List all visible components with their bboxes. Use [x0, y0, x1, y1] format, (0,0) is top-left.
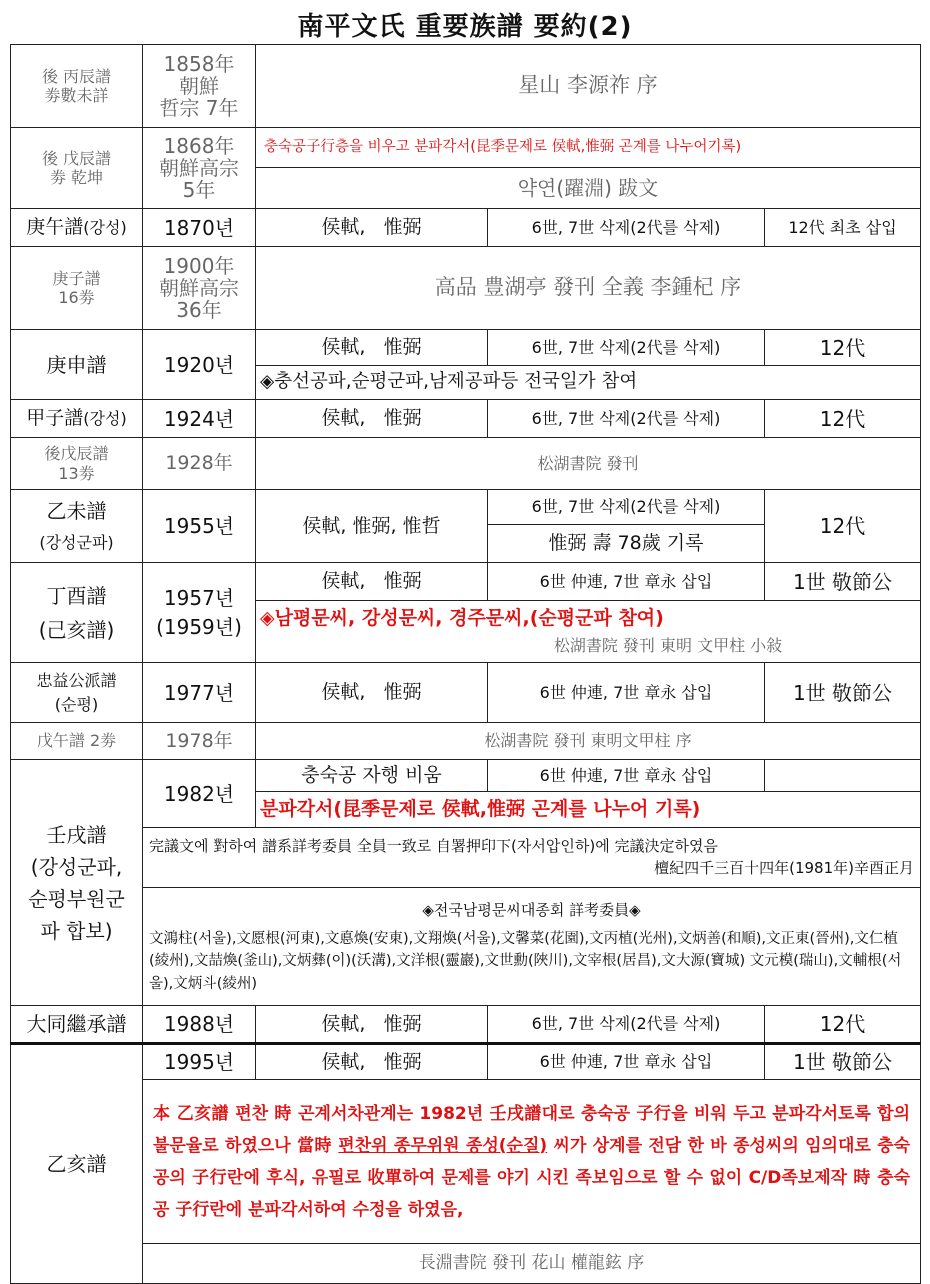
notes-cell — [256, 601, 921, 663]
generation-note: 6世, 7世 삭제(2代를 삭제) — [488, 1006, 765, 1044]
genealogy-name-main: 丁酉譜 — [46, 583, 107, 608]
red-note-a: 本 乙亥譜 편찬 時 곤계서차관계는 1982년 壬戌譜대로 충숙공 子行을 비워 두고 분파각서토록 합의불문율로 하였으나 當時 — [153, 1103, 910, 1156]
red-note: 분파각서(昆季문제로 侯軾,惟弼 곤계를 나누어 기록) — [256, 792, 921, 828]
generation-count: 1世 敬節公 — [765, 663, 921, 723]
generation-note: 6世 仲連, 7世 章永 삽입 — [488, 760, 765, 792]
generation-note: 6世, 7世 삭제(2代를 삭제) — [488, 490, 765, 525]
table-row — [11, 760, 921, 792]
generation-note: 6世 仲連, 7世 章永 삽입 — [488, 1044, 765, 1080]
note: 松湖書院 發刊 — [256, 438, 921, 490]
publish-year: 1858年 朝鮮 哲宗 7年 — [143, 45, 256, 128]
genealogy-name: 後 丙辰譜 劵數未詳 — [11, 45, 143, 128]
table-row — [11, 1244, 921, 1284]
genealogy-name-main: 乙未譜 — [46, 499, 107, 524]
publish-year: 1957년 (1959년) — [143, 563, 256, 663]
genealogy-name — [11, 400, 143, 438]
generation-note: 6世 仲連, 7世 章永 삽입 — [488, 563, 765, 601]
genealogy-name-main: 庚午譜 — [26, 216, 84, 239]
table-row — [11, 563, 921, 601]
red-note: ◈남평문씨, 강성문씨, 경주문씨,(순평군파 참여) — [260, 606, 664, 629]
genealogy-name-sub: (강성) — [83, 409, 127, 429]
persons: 侯軾, 惟弼 — [256, 663, 488, 723]
note: 星山 李源祚 序 — [256, 45, 921, 128]
persons: 侯軾, 惟弼, 惟哲 — [256, 490, 488, 563]
decision-text: 完議文에 對하여 譜系詳考委員 全員一致로 自署押印下(자서압인하)에 完議決定하였음 — [149, 836, 718, 855]
genealogy-name: 後 戊辰譜 劵 乾坤 — [11, 128, 143, 209]
generation-note: 6世, 7世 삭제(2代를 삭제) — [488, 330, 765, 366]
publish-year: 1928年 — [143, 438, 256, 490]
table-row — [11, 663, 921, 723]
note: 약연(躍淵) 跋文 — [256, 168, 921, 209]
note: 松湖書院 發刊 東明 文甲柱 小敍 — [553, 635, 783, 655]
generation-count: 12代 — [765, 490, 921, 563]
genealogy-name-sub: (강성군파) — [39, 533, 114, 553]
table-row — [11, 723, 921, 760]
generation-count: 1世 敬節公 — [765, 563, 921, 601]
persons: 侯軾, 惟弼 — [256, 400, 488, 438]
table-row — [11, 209, 921, 247]
table-row — [11, 1080, 921, 1244]
table-row — [11, 45, 921, 128]
decision-cell — [143, 828, 921, 888]
publish-year: 1978年 — [143, 723, 256, 760]
genealogy-name-sub: (己亥譜) — [38, 617, 115, 642]
generation-count: 12代 최초 삽입 — [765, 209, 921, 247]
generation-note: 6世, 7世 삭제(2代를 삭제) — [488, 209, 765, 247]
genealogy-name-main: 甲子譜 — [26, 407, 84, 430]
genealogy-name: 大同繼承譜 — [11, 1006, 143, 1044]
genealogy-name: 忠益公派譜 (순평) — [11, 663, 143, 723]
page-title: 南平文氏 重要族譜 要約(2) — [297, 12, 633, 42]
genealogy-name: 庚子譜 16劵 — [11, 247, 143, 330]
genealogy-name: 壬戌譜 (강성군파, 순평부원군 파 합보) — [11, 760, 143, 1006]
committee-cell — [143, 888, 921, 1006]
table-row — [11, 438, 921, 490]
note: 長淵書院 發刊 花山 權龍鉉 序 — [143, 1244, 921, 1284]
generation-count: 1世 敬節公 — [765, 1044, 921, 1080]
red-long-note — [143, 1080, 921, 1244]
genealogy-name: 庚申譜 — [11, 330, 143, 400]
table-row — [11, 828, 921, 888]
table-row — [11, 888, 921, 1006]
genealogy-name-sub: (강성) — [83, 218, 127, 238]
genealogy-name — [11, 563, 143, 663]
table-row — [11, 1006, 921, 1044]
committee-title: ◈전국남평문씨대종회 詳考委員◈ — [422, 900, 641, 919]
genealogy-name — [11, 209, 143, 247]
publish-year: 1920년 — [143, 330, 256, 400]
red-note-b: 씨가 상계를 전담 한 바 종성씨의 임의대로 충숙공의 子行란에 후식, 유필로 收單하여 문제를 야기 시킨 족보임으로 할 수 없이 C/D족보제작 時 충숙공 子行란에 분파각서하여 수정을 하였음, — [153, 1135, 910, 1220]
genealogy-name: 乙亥譜 — [11, 1044, 143, 1284]
table-row — [11, 247, 921, 330]
note: 高品 豊湖亭 發刊 全義 李鍾杞 序 — [256, 247, 921, 330]
decision-date: 檀紀四千三百十四年(1981年)辛酉正月 — [654, 858, 914, 877]
table-row — [11, 490, 921, 525]
generation-count: 12代 — [765, 400, 921, 438]
table-row — [11, 1044, 921, 1080]
publish-year: 1982년 — [143, 760, 256, 828]
genealogy-name — [11, 490, 143, 563]
genealogy-name: 戊午譜 2劵 — [11, 723, 143, 760]
generation-note: 6世 仲連, 7世 章永 삽입 — [488, 663, 765, 723]
publish-year: 1977년 — [143, 663, 256, 723]
note: 松湖書院 發刊 東明文甲柱 序 — [256, 723, 921, 760]
red-note-underlined: 편찬위 종무위원 종성(순질) — [338, 1135, 548, 1156]
publish-year: 1868年 朝鮮高宗 5年 — [143, 128, 256, 209]
persons: 충숙공 자행 비움 — [256, 760, 488, 792]
publish-year: 1900年 朝鮮高宗 36年 — [143, 247, 256, 330]
table-row — [11, 128, 921, 168]
persons: 侯軾, 惟弼 — [256, 330, 488, 366]
note: ◈충선공파,순평군파,남제공파등 전국일가 참여 — [256, 366, 921, 400]
genealogy-name: 後戊辰譜 13劵 — [11, 438, 143, 490]
table-row — [11, 400, 921, 438]
persons: 侯軾, 惟弼 — [256, 1006, 488, 1044]
committee-members: 文鴻柱(서울),文愿根(河東),文悳煥(安東),文翔煥(서울),文馨菜(花園),文丙植(光州),文炳善(和順),文正東(晉州),文仁植(綾州),文喆煥(釜山),文炳彝(이)(沃溝),文洋根(靈巖),文世勳(陜川),文宰根(居昌),文大源(寶城) 文元模(瑞山),文輔根(서울),文炳斗(綾州) — [149, 930, 902, 992]
genealogy-table — [10, 44, 921, 1284]
generation-count: 12代 — [765, 330, 921, 366]
persons: 侯軾, 惟弼 — [256, 1044, 488, 1080]
publish-year: 1988년 — [143, 1006, 256, 1044]
red-note: 충숙공子行층을 비우고 분파각서(昆季문제로 侯軾,惟弼 곤계를 나누어기록) — [256, 128, 921, 168]
empty-cell — [765, 760, 921, 792]
generation-note: 6世, 7世 삭제(2代를 삭제) — [488, 400, 765, 438]
publish-year: 1995년 — [143, 1044, 256, 1080]
persons: 侯軾, 惟弼 — [256, 563, 488, 601]
persons: 侯軾, 惟弼 — [256, 209, 488, 247]
publish-year: 1870년 — [143, 209, 256, 247]
publish-year: 1924년 — [143, 400, 256, 438]
table-row — [11, 330, 921, 366]
generation-count: 12代 — [765, 1006, 921, 1044]
generation-note-2: 惟弼 壽 78歲 기록 — [488, 525, 765, 563]
publish-year: 1955년 — [143, 490, 256, 563]
